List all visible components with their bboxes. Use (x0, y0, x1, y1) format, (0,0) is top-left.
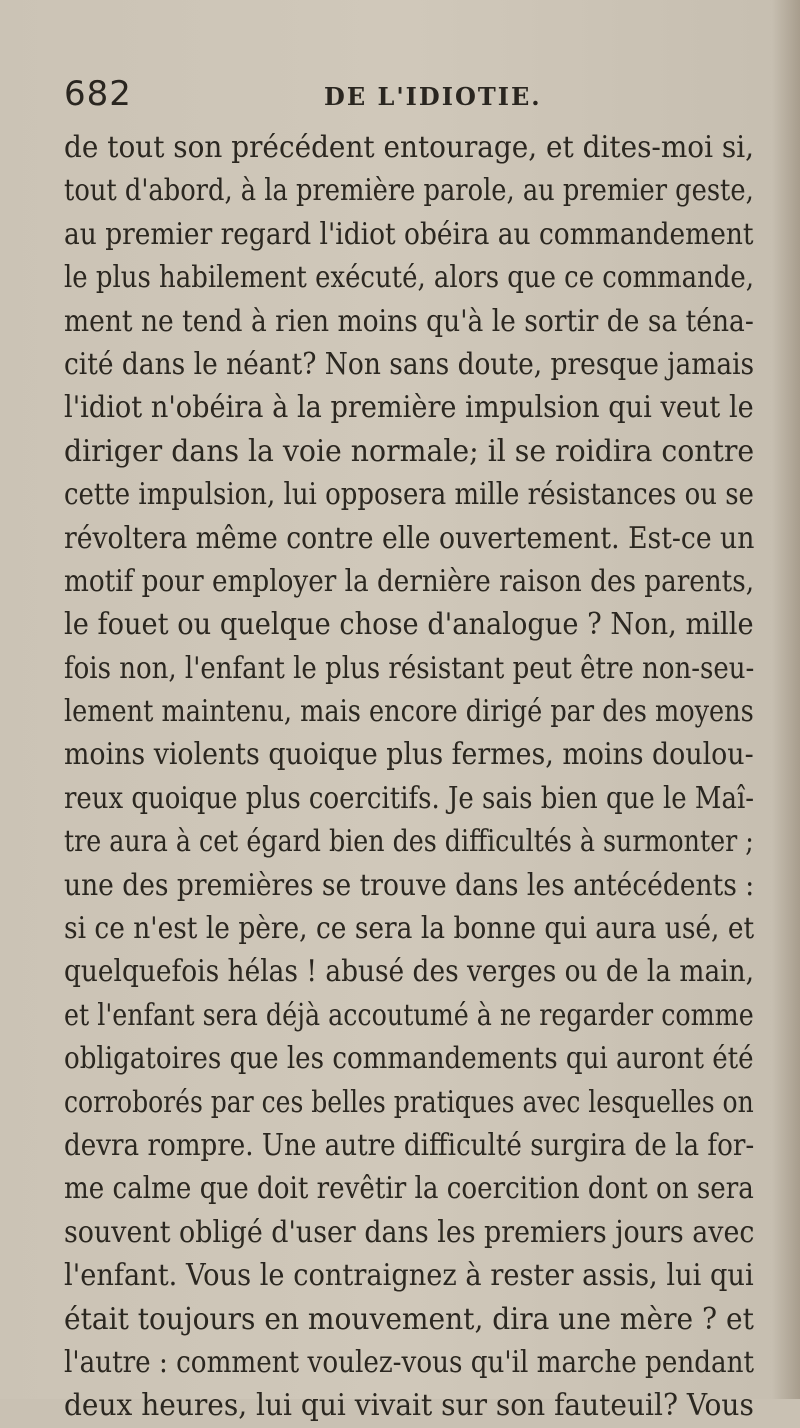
text-line: l'enfant. Vous le contraignez à rester assis, lui qui (64, 1258, 754, 1294)
text-line: deux heures, lui qui vivait sur son fauteuil? Vous (64, 1388, 754, 1424)
text-line: au premier regard l'idiot obéira au commandement (64, 216, 754, 252)
text-line: était toujours en mouvement, dira une mère ? et (64, 1301, 754, 1337)
text-line: le plus habilement exécuté, alors que ce commande, (64, 260, 755, 296)
text-line: diriger dans la voie normale; il se roidira contre (64, 433, 755, 469)
text-line: quelquefois hélas ! abusé des verges ou de la main, (64, 954, 755, 990)
page-edge-shadow (772, 0, 800, 1399)
text-line: ment ne tend à rien moins qu'à le sortir de sa téna- (64, 303, 754, 339)
text-line: moins violents quoique plus fermes, moins doulou- (64, 737, 754, 773)
text-line: tre aura à cet égard bien des difficultés à surmonter ; (64, 824, 754, 860)
text-line: reux quoique plus coercitifs. Je sais bien que le Maî- (64, 780, 755, 816)
text-line: le fouet ou quelque chose d'analogue ? Non, mille (64, 607, 754, 643)
page-header (64, 74, 724, 114)
text-line: et l'enfant sera déjà accoutumé à ne regarder comme (64, 997, 754, 1033)
text-line: cette impulsion, lui opposera mille résistances ou se (64, 477, 754, 513)
text-line: fois non, l'enfant le plus résistant peut être non-seu- (64, 650, 755, 686)
text-line: lement maintenu, mais encore dirigé par des moyens (64, 694, 754, 730)
text-line: motif pour employer la dernière raison des parents, (64, 563, 755, 599)
text-line: révoltera même contre elle ouvertement. Est-ce un (64, 520, 755, 556)
text-line: de tout son précédent entourage, et dites-moi si, (64, 130, 754, 165)
running-title: DE L'IDIOTIE. (324, 82, 542, 111)
body-text (64, 126, 754, 1428)
text-line: l'autre : comment voulez-vous qu'il marche pendant (64, 1344, 755, 1380)
text-line: si ce n'est le père, ce sera la bonne qui aura usé, et (64, 911, 755, 947)
text-line: me calme que doit revêtir la coercition dont on sera (64, 1171, 754, 1207)
text-line: tout d'abord, à la première parole, au premier geste, (64, 173, 754, 209)
text-line: l'idiot n'obéira à la première impulsion qui veut le (64, 390, 754, 426)
page-number: 682 (64, 74, 132, 114)
text-line: corroborés par ces belles pratiques avec lesquelles on (64, 1084, 754, 1120)
text-line: devra rompre. Une autre difficulté surgira de la for- (64, 1127, 755, 1163)
text-line: cité dans le néant? Non sans doute, presque jamais (64, 346, 755, 382)
text-line: souvent obligé d'user dans les premiers jours avec (64, 1214, 755, 1250)
text-line: obligatoires que les commandements qui auront été (64, 1041, 754, 1077)
text-line: une des premières se trouve dans les antécédents : (64, 867, 755, 903)
